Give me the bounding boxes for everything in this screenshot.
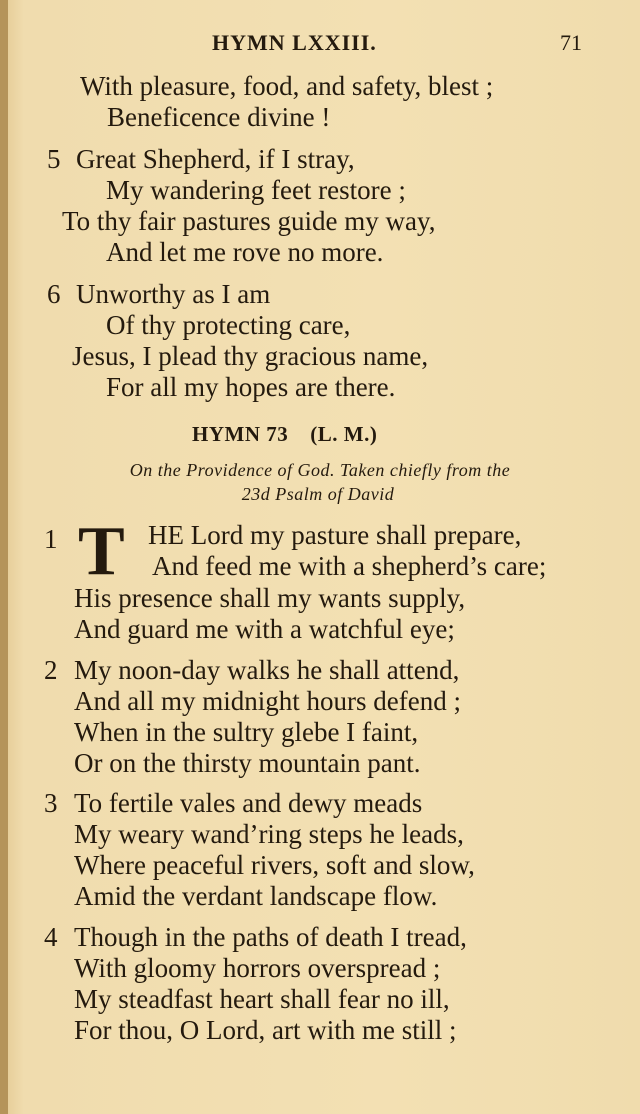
verse-line: For thou, O Lord, art with me still ;	[74, 1015, 457, 1045]
stanza-number: 3	[44, 788, 58, 818]
verse-line: Great Shepherd, if I stray,	[76, 144, 355, 174]
verse-line: With gloomy horrors overspread ;	[74, 953, 441, 983]
verse-line: Unworthy as I am	[76, 279, 271, 309]
verse-line: My wandering feet restore ;	[106, 175, 406, 205]
stanza-number: 6	[47, 279, 61, 309]
verse-line: Beneficence divine !	[107, 102, 331, 132]
verse-line: And feed me with a shepherd’s care;	[152, 551, 547, 581]
hymn-subtitle: 23d Psalm of David	[241, 484, 395, 504]
verse-line: Where peaceful rivers, soft and slow,	[74, 850, 475, 880]
verse-line: And let me rove no more.	[106, 237, 384, 267]
hymn-subtitle: On the Providence of God. Taken chiefly from the	[129, 460, 511, 480]
verse-line: Or on the thirsty mountain pant.	[74, 748, 421, 778]
verse-line: Jesus, I plead thy gracious name,	[72, 341, 429, 371]
page-spine-edge	[0, 0, 8, 1114]
verse-line: My noon-day walks he shall attend,	[74, 655, 460, 685]
drop-cap: T	[78, 513, 125, 590]
verse-line: Though in the paths of death I tread,	[74, 922, 467, 952]
verse-line: My weary wand’ring steps he leads,	[74, 819, 464, 849]
header-title: HYMN LXXIII.	[212, 30, 377, 55]
verse-line: For all my hopes are there.	[106, 372, 396, 402]
running-header	[0, 30, 640, 60]
hymn-meter: (L. M.)	[310, 422, 378, 446]
verse-line: When in the sultry glebe I faint,	[74, 717, 419, 747]
stanza-number: 4	[44, 922, 58, 952]
verse-line: HE Lord my pasture shall prepare,	[148, 520, 522, 550]
verse-line: His presence shall my wants supply,	[74, 583, 466, 613]
stanza-number: 1	[44, 524, 58, 554]
hymn-number-heading: HYMN 73	[192, 422, 289, 446]
hymn-heading	[192, 422, 399, 447]
verse-line: With pleasure, food, and safety, blest ;	[80, 71, 494, 101]
verse-line: Amid the verdant landscape flow.	[74, 881, 438, 911]
verse-line: Of thy protecting care,	[106, 310, 351, 340]
stanza-number: 2	[44, 655, 58, 685]
page-number: 71	[560, 30, 582, 55]
verse-line: To thy fair pastures guide my way,	[62, 206, 436, 236]
verse-line: To fertile vales and dewy meads	[74, 788, 423, 818]
verse-line: And guard me with a watchful eye;	[74, 614, 455, 644]
stanza-number: 5	[47, 144, 61, 174]
verse-line: And all my midnight hours defend ;	[74, 686, 461, 716]
verse-line: My steadfast heart shall fear no ill,	[74, 984, 450, 1014]
